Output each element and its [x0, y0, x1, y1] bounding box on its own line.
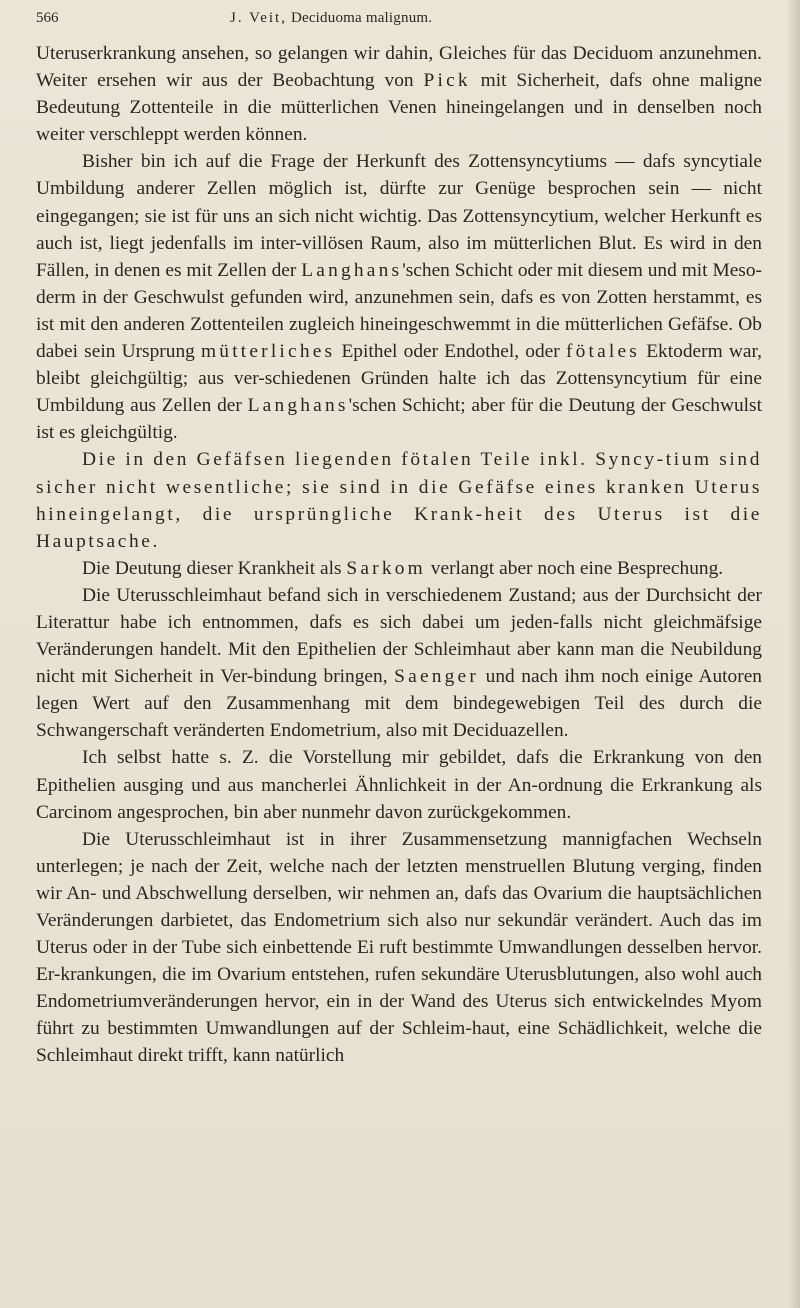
text-run: 'schen Schicht oder mit diesem und mit Meso-derm in der Geschwulst gefunden wird, anzunehmen sein, dafs es von Zotten herstammt, es ist mit den anderen Zottenteilen zugleich hineingeschwemmt in die mütterlichen Gefäfse. Ob dabei sein Ursprung	[36, 259, 762, 363]
spaced-emphasis: Sarkom	[346, 557, 426, 579]
text-run: mit Sicherheit, dafs ohne maligne Bedeutung Zottenteile in die mütterlichen Venen hineingelangen und in denselben noch weiter verschleppt werden können.	[36, 70, 763, 146]
text-run: Die Deutung dieser Krankheit als	[82, 557, 347, 579]
paragraph-p6	[36, 744, 762, 825]
spaced-emphasis: Saenger	[394, 666, 480, 688]
text-run: Ich selbst hatte s. Z. die Vorstellung mir gebildet, dafs die Erkrankung von den Epithelien ausging und aus mancherlei Ähnlichkeit in der An-ordnung die Erkrankung als Carcinom angesprochen, bin aber nunmehr davon zurückgekommen.	[36, 747, 762, 823]
paragraph-p3	[36, 446, 762, 554]
paragraph-p4	[36, 555, 762, 582]
text-run: und nach ihm noch einige Autoren legen Wert auf den Zusammenhang mit dem bindegewebigen Teil des durch die Schwangerschaft veränderten Endometrium, also mit Deciduazellen.	[36, 666, 762, 742]
page-number: 566	[36, 10, 59, 26]
text-run: Bisher bin ich auf die Frage der Herkunft des Zottensyncytiums — dafs syncytiale Umbildung anderer Zellen möglich ist, dürfte zur Genüge besprochen sein — nicht eingegangen; sie ist für uns an sich nicht wichtig. Das Zottensyncytium, welcher Herkunft es auch ist, liegt jedenfalls im inter-villösen Raum, also im mütterlichen Blut. Es wird in den Fällen, in denen es mit Zellen der	[36, 151, 762, 281]
text-run: Die Uterusschleimhaut befand sich in verschiedenem Zustand; aus der Durchsicht der Literattur habe ich entnommen, dafs es sich dabei um jeden-falls nicht gleichmäfsige Veränderungen handelt. Mit den Epithelien der Schleimhaut aber kann man die Neubildung nicht mit Sicherheit in Ver-bindung bringen,	[36, 584, 762, 688]
text-run: verlangt aber noch eine Besprechung.	[425, 557, 724, 579]
page-edge-shadow	[788, 0, 800, 1308]
spaced-emphasis: Langhans	[301, 259, 403, 281]
paragraph-p7	[36, 826, 762, 1070]
spaced-emphasis: mütterliches	[201, 341, 336, 363]
text-run: Uteruserkrankung ansehen, so gelangen wir dahin, Gleiches für das Deciduom anzunehmen. Weiter ersehen wir aus der Beobachtung von	[36, 43, 762, 92]
text-run: 'schen Schicht; aber für die Deutung der Geschwulst ist es gleichgültig.	[36, 395, 762, 444]
author-name: J. Veit,	[230, 10, 287, 26]
paragraph-p5	[36, 582, 762, 745]
body-text	[36, 40, 762, 1070]
paragraph-p1	[36, 40, 762, 148]
text-run: Epithel oder Endothel, oder	[335, 341, 566, 363]
paragraph-p2	[36, 148, 762, 446]
spaced-emphasis: Pick	[423, 70, 471, 92]
running-title	[230, 10, 432, 27]
running-header	[36, 10, 764, 32]
chapter-title: Deciduoma malignum.	[290, 10, 433, 26]
spaced-emphasis: fötales	[565, 341, 641, 363]
text-run: Ektoderm war, bleibt gleichgültig; aus ver-schiedenen Gründen halte ich das Zottensyncytium für eine Umbildung aus Zellen der	[36, 341, 762, 417]
text-run: Die Uterusschleimhaut ist in ihrer Zusammensetzung mannigfachen Wechseln unterlegen; je nach der Zeit, welche nach der letzten menstruellen Blutung verging, finden wir An- und Abschwellung derselben, wir nehmen an, dafs das Ovarium die hauptsächlichen Veränderungen darbietet, das Endometrium sich also nur sekundär verändert. Auch das im Uterus oder in der Tube sich einbettende Ei ruft bestimmte Umwandlungen desselben hervor. Er-krankungen, die im Ovarium entstehen, rufen sekundäre Uterusblutungen, also wohl auch Endometriumveränderungen hervor, ein in der Wand des Uterus sich entwickelndes Myom führt zu bestimmten Umwandlungen auf der Schleim-haut, eine Schädlichkeit, welche die Schleimhaut direkt trifft, kann natürlich	[36, 828, 762, 1067]
spaced-emphasis: Langhans	[247, 395, 349, 417]
spaced-emphasis: Die in den Gefäfsen liegenden fötalen Teile inkl. Syncy-tium sind sicher nicht wesentliche; sie sind in die Gefäfse eines kranken Uterus hineingelangt, die ursprüngliche Krank-heit des Uterus ist die Hauptsache.	[36, 449, 762, 552]
